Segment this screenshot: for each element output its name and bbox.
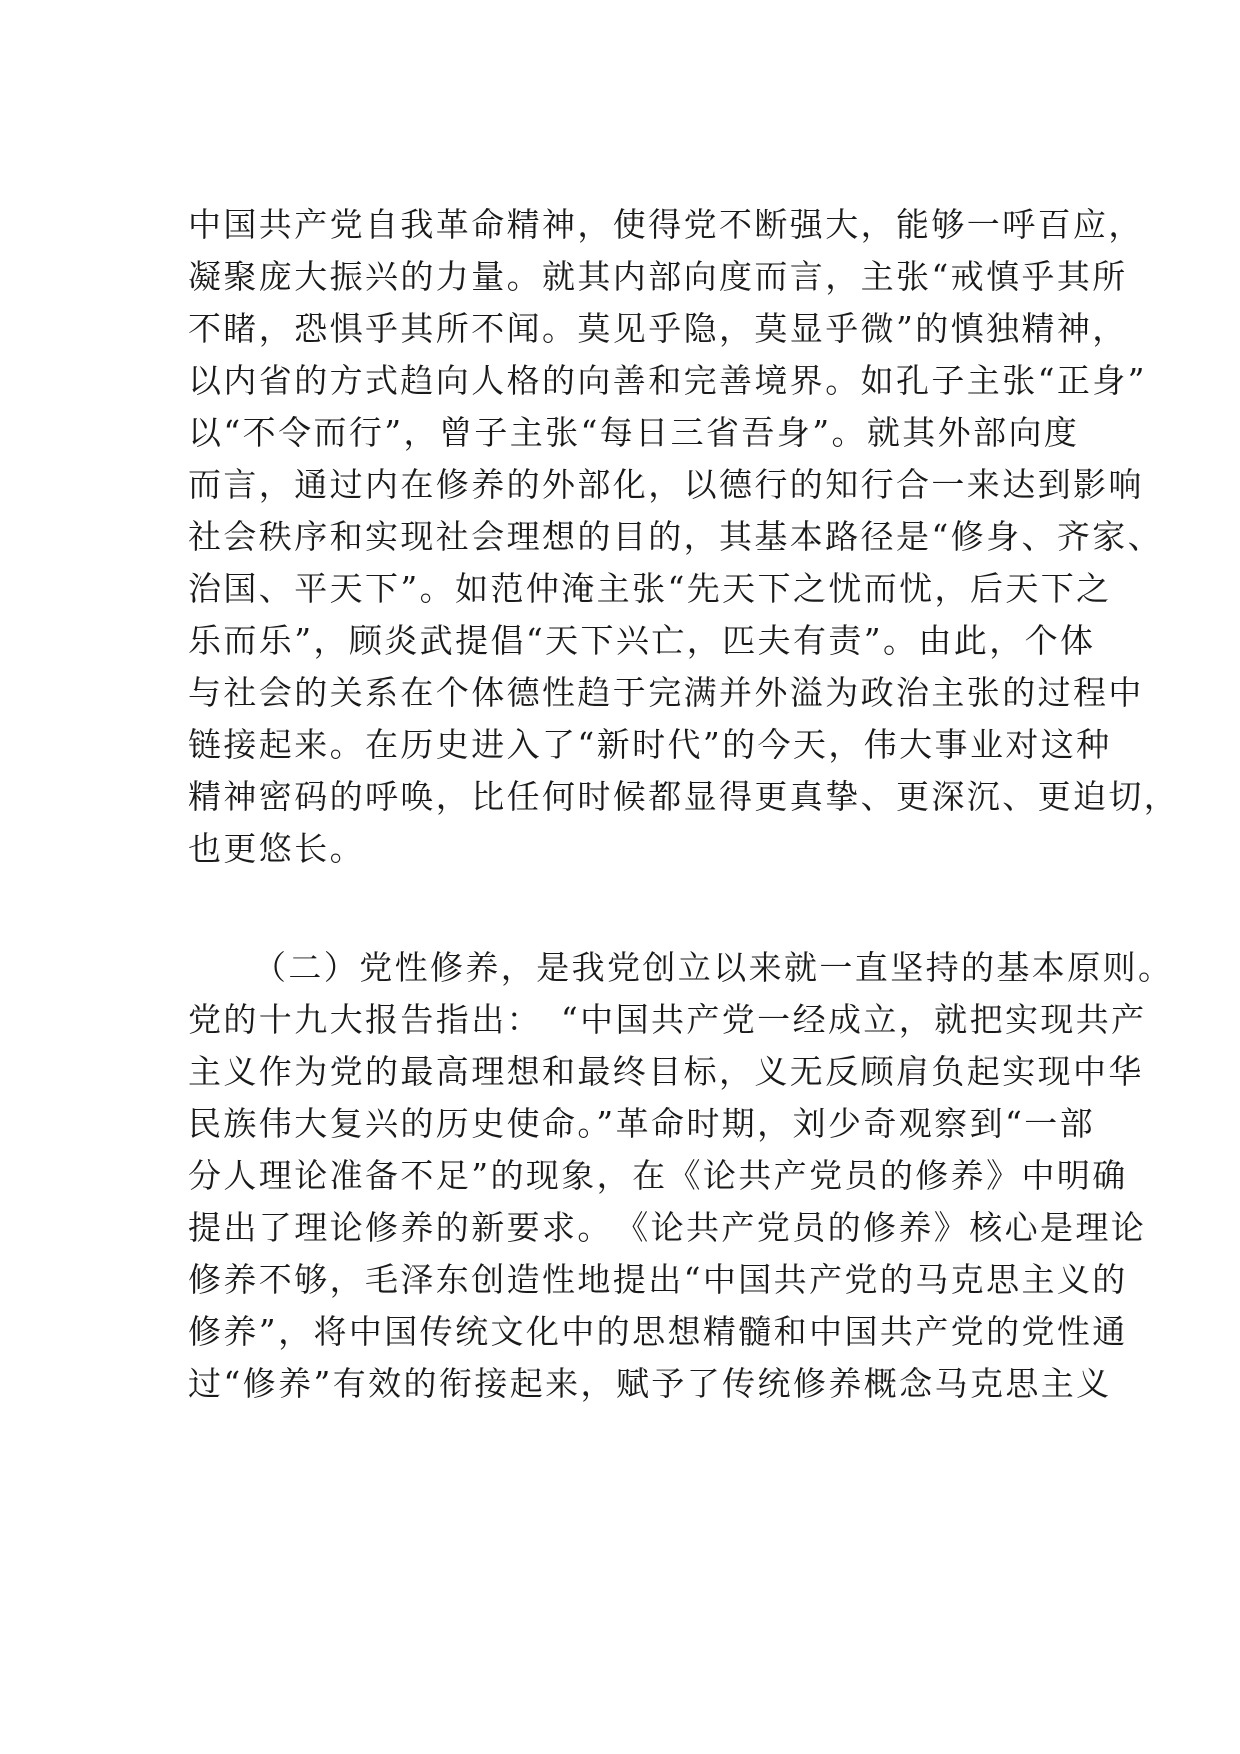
text-line: 党的十九大报告指出： “中国共产党一经成立，就把实现共产 (188, 1000, 1147, 1039)
text-line: 过“修养”有效的衔接起来，赋予了传统修养概念马克思主义 (188, 1364, 1112, 1403)
text-line: 凝聚庞大振兴的力量。就其内部向度而言，主张“戒慎乎其所 (188, 257, 1128, 296)
text-line: 提出了理论修养的新要求。 《论共产党员的修养》核心是理论 (188, 1208, 1147, 1247)
text-line: 以“不令而行”，曾子主张“每日三省吾身”。就其外部向度 (188, 413, 1080, 452)
text-line: 链接起来。在历史进入了“新时代”的今天，伟大事业对这种 (188, 725, 1112, 764)
text-line: 民族伟大复兴的历史使命。”革命时期，刘少奇观察到“一部 (188, 1104, 1096, 1143)
text-line: 治国、平天下”。如范仲淹主张“先天下之忧而忧，后天下之 (188, 569, 1112, 608)
text-line: 与社会的关系在个体德性趋于完满并外溢为政治主张的过程中 (188, 673, 1144, 712)
text-line: 而言，通过内在修养的外部化，以德行的知行合一来达到影响 (188, 465, 1144, 504)
text-line: 不睹，恐惧乎其所不闻。莫见乎隐，莫显乎微”的慎独精神， (188, 309, 1128, 348)
text-line: 修养”，将中国传统文化中的思想精髓和中国共产党的党性通 (188, 1312, 1128, 1351)
text-line: 主义作为党的最高理想和最终目标，义无反顾肩负起实现中华 (188, 1052, 1144, 1091)
text-line: 分人理论准备不足”的现象，在《论共产党员的修养》中明确 (188, 1156, 1128, 1195)
text-line: 乐而乐”，顾炎武提倡“天下兴亡，匹夫有责”。由此，个体 (188, 621, 1096, 660)
text-line: 精神密码的呼唤，比任何时候都显得更真挚、更深沉、更迫切， (188, 777, 1180, 816)
text-line: 中国共产党自我革命精神，使得党不断强大，能够一呼百应， (188, 205, 1144, 244)
text-line: 也更悠长。 (188, 829, 365, 868)
text-line: 以内省的方式趋向人格的向善和完善境界。如孔子主张“正身” (188, 361, 1147, 400)
text-line: （二）党性修养，是我党创立以来就一直坚持的基本原则。 (253, 948, 1174, 987)
text-line: 修养不够，毛泽东创造性地提出“中国共产党的马克思主义的 (188, 1260, 1128, 1299)
text-line: 社会秩序和实现社会理想的目的，其基本路径是“修身、齐家、 (188, 517, 1164, 556)
